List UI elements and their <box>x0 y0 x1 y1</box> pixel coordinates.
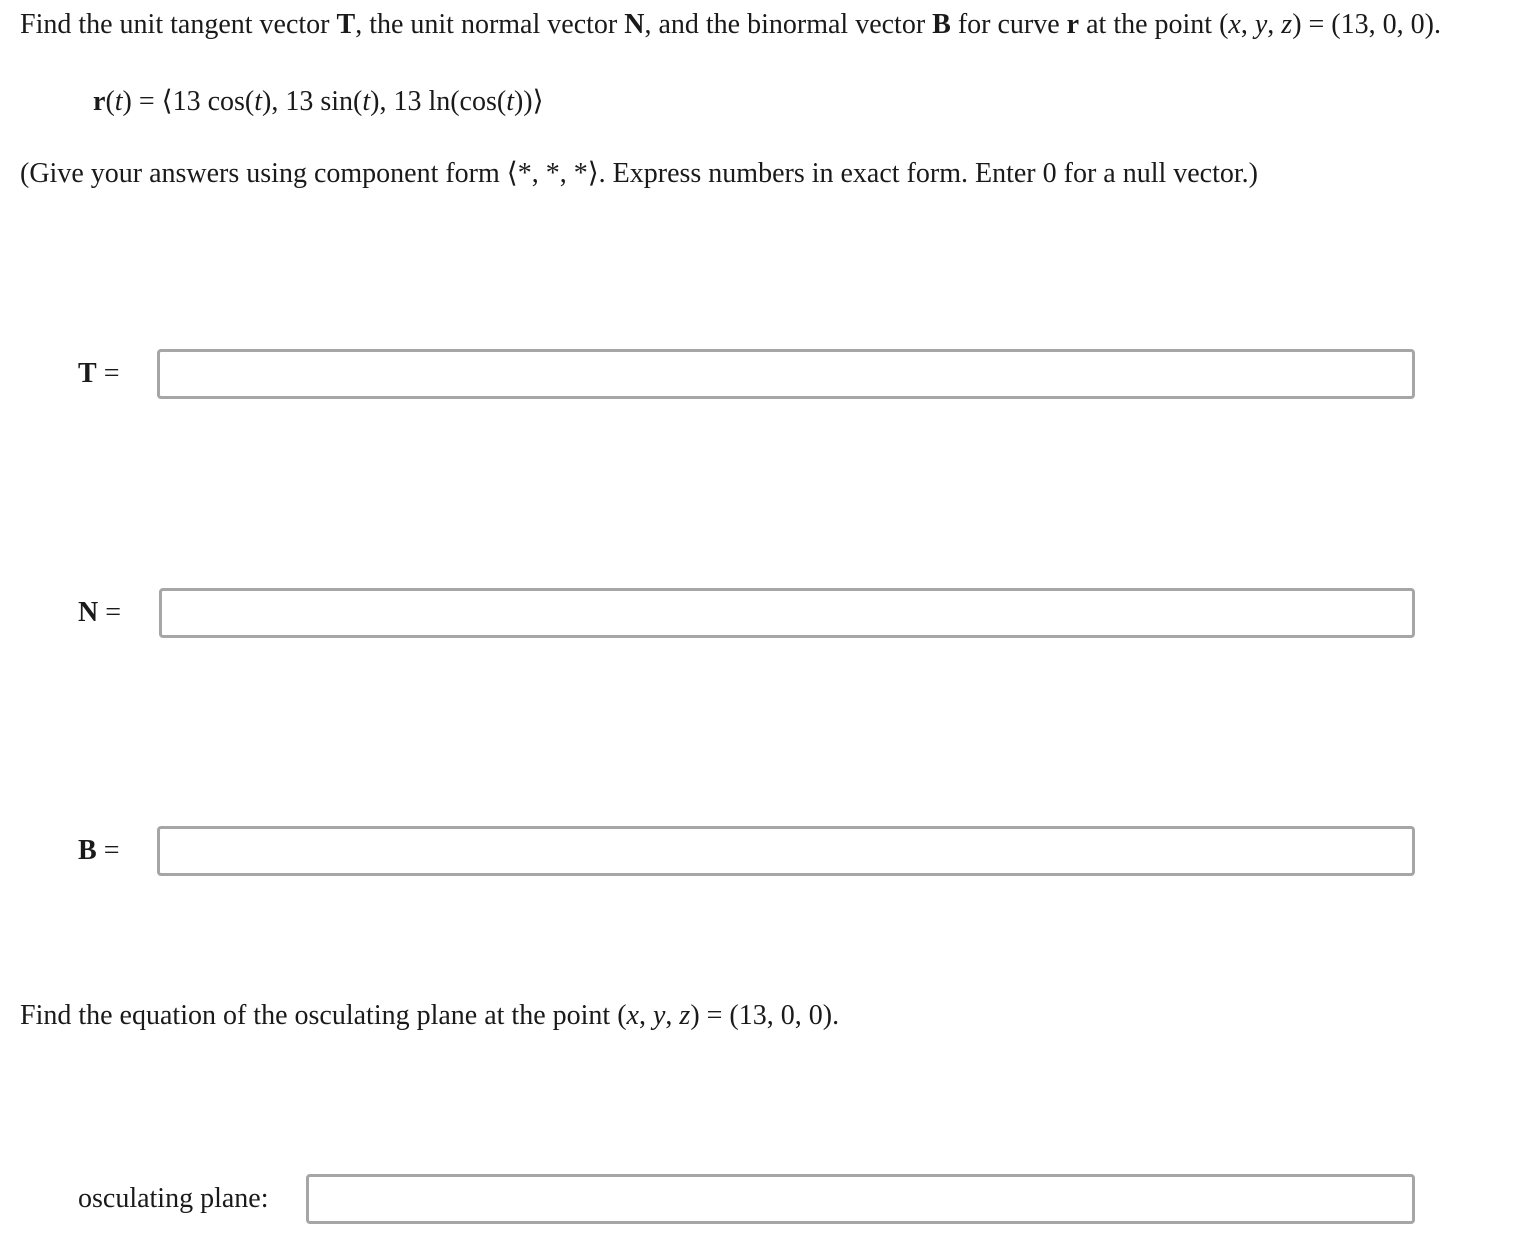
problem-text: at the point ( <box>1079 9 1229 40</box>
equals-sign: = <box>96 835 120 866</box>
problem-text: Find the unit tangent vector <box>20 9 337 40</box>
separator: , <box>665 1000 680 1031</box>
binormal-symbol: B <box>932 9 951 40</box>
equation-part: ), 13 ln(cos( <box>370 86 507 117</box>
curve-symbol: r <box>1066 9 1080 40</box>
N-answer-input[interactable] <box>159 588 1415 638</box>
problem-text: , and the binormal vector <box>644 9 933 40</box>
equals-sign: = <box>96 358 120 389</box>
equation-part: ))⟩ <box>513 86 544 117</box>
normal-symbol: N <box>624 9 645 40</box>
z-variable: z <box>679 1000 691 1031</box>
B-label <box>78 834 119 868</box>
osculating-plane-input[interactable] <box>306 1174 1415 1224</box>
y-variable: y <box>652 1000 666 1031</box>
T-label <box>78 357 119 391</box>
x-variable: x <box>626 1000 639 1031</box>
normal-symbol: N <box>78 597 99 628</box>
t-variable: t <box>254 86 263 117</box>
equals-sign: = <box>98 597 122 628</box>
separator: , <box>1240 9 1255 40</box>
problem-text: , the unit normal vector <box>355 9 625 40</box>
N-label <box>78 596 121 630</box>
t-variable: t <box>114 86 123 117</box>
osculating-plane-label: osculating plane: <box>78 1183 269 1214</box>
equation-part: ) = ⟨13 cos( <box>122 86 255 117</box>
B-answer-input[interactable] <box>157 826 1415 876</box>
separator: , <box>1267 9 1282 40</box>
problem-text: for curve <box>950 9 1067 40</box>
paren: ( <box>105 86 115 117</box>
t-variable: t <box>362 86 371 117</box>
instructions: (Give your answers using component form ⟨*, *, *⟩. Express numbers in exact form. Enter 0 for a null vector.) <box>20 158 1258 189</box>
binormal-symbol: B <box>78 835 97 866</box>
point-value: ) = (13, 0, 0). <box>690 1000 840 1031</box>
problem-statement <box>20 8 1441 42</box>
equation-part: ), 13 sin( <box>262 86 363 117</box>
curve-equation <box>93 85 544 119</box>
y-variable: y <box>1254 9 1268 40</box>
tangent-symbol: T <box>336 9 356 40</box>
t-variable: t <box>506 86 514 117</box>
x-variable: x <box>1228 9 1241 40</box>
T-answer-input[interactable] <box>157 349 1415 399</box>
z-variable: z <box>1281 9 1293 40</box>
osculating-question <box>20 999 839 1033</box>
separator: , <box>638 1000 653 1031</box>
point-value: ) = (13, 0, 0). <box>1292 9 1441 40</box>
curve-symbol: r <box>93 86 106 117</box>
question-text: Find the equation of the osculating plane at the point ( <box>20 1000 627 1031</box>
tangent-symbol: T <box>78 358 97 389</box>
